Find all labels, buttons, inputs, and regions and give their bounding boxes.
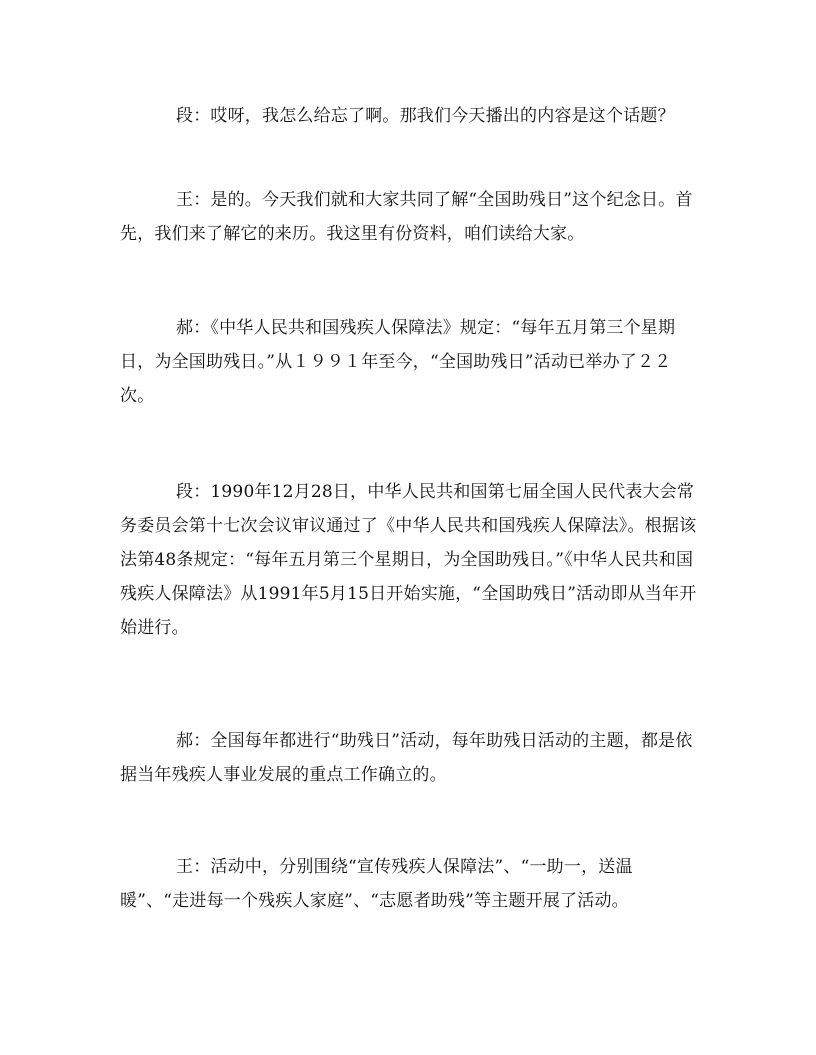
paragraph-3: 郝：《中华人民共和国残疾人保障法》规定：“每年五月第三个星期日，为全国助残日。”从１９９１年至今，“全国助残日”活动已举办了２２次。 [120, 318, 676, 406]
paragraph-6: 王：活动中，分别围绕“宣传残疾人保障法”、“一助一，送温暖”、“走进每一个残疾人家庭”、“志愿者助残”等主题开展了活动。 [120, 857, 633, 911]
paragraph-5: 郝：全国每年都进行“助残日”活动，每年助残日活动的主题，都是依据当年残疾人事业发展的重点工作确立的。 [120, 731, 693, 785]
paragraph-4: 段：1990年12月28日，中华人民共和国第七届全国人民代表大会常务委员会第十七次会议审议通过了《中华人民共和国残疾人保障法》。根据该法第48条规定：“每年五月第三个星期日，为全国助残日。”《中华人民共和国残疾人保障法》从1991年5月15日开始实施，“全国助残日”活动即从当年开始进行。 [120, 482, 697, 638]
paragraph-1: 段：哎呀，我怎么给忘了啊。那我们今天播出的内容是这个话题？ [176, 106, 675, 126]
paragraph-2: 王：是的。今天我们就和大家共同了解“全国助残日”这个纪念日。首先，我们来了解它的来历。我这里有份资料，咱们读给大家。 [120, 190, 693, 244]
